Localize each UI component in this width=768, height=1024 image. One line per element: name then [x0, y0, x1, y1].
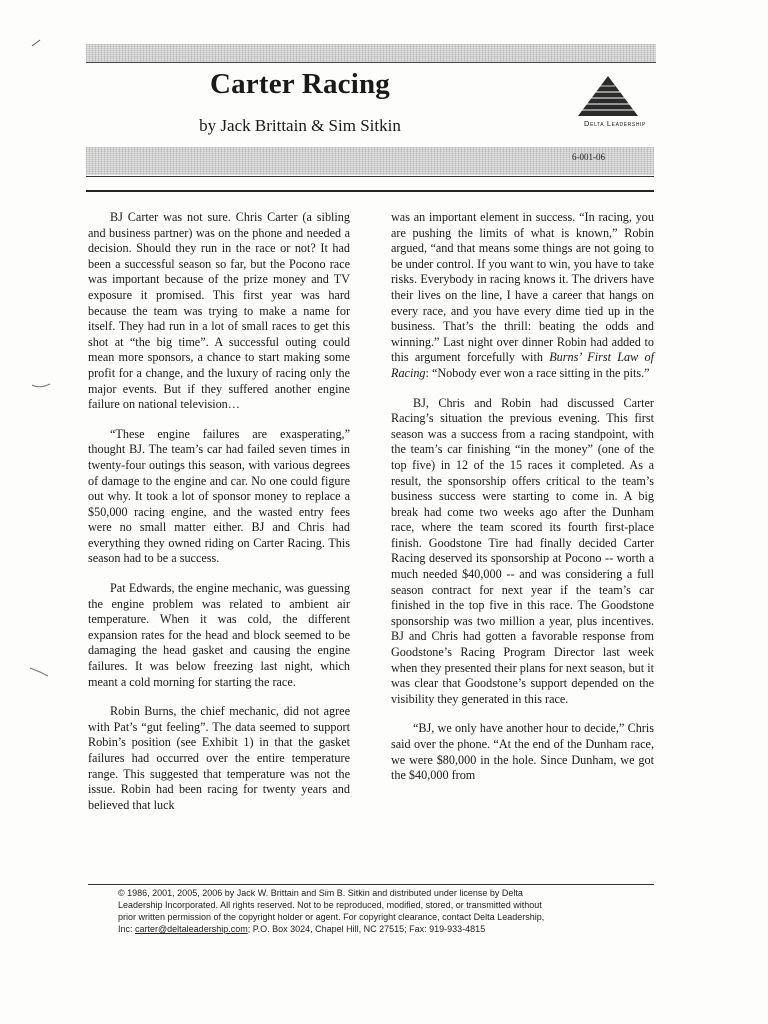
copyright-footer: [118, 887, 618, 935]
document-code: 6-001-06: [572, 152, 605, 162]
document-title: Carter Racing: [209, 68, 391, 100]
paragraph: “These engine failures are exasperating,” thought BJ. The team’s car had failed seven times in twenty-four outings this season, with various degrees of damage to the engine and car. No one could figure out why. It took a lot of sponsor money to replace a $50,000 racing engine, and the wasted entry fees were no small matter either. BJ and Chris had everything they owned riding on Carter Racing. This season had to be a success.: [88, 426, 350, 566]
footer-text: Inc:: [118, 924, 136, 934]
paragraph: “BJ, we only have another hour to decide,” Chris said over the phone. “At the end of the Dunham race, we were $80,000 in the hole. Since Dunham, we got the $40,000 from: [391, 721, 654, 783]
left-column: [88, 210, 350, 813]
footer-text: ; P.O. Box 3024, Chapel Hill, NC 27515; Fax: 919-933-4815: [247, 924, 486, 934]
document-authors: by Jack Brittain & Sim Sitkin: [199, 116, 401, 135]
paragraph: Robin Burns, the chief mechanic, did not agree with Pat’s “gut feeling”. The data seemed to support Robin’s position (see Exhibit 1) in that the gasket failures had occurred over the entire temperature range. This suggested that temperature was not the issue. Robin had been racing for twenty years and believed that luck: [88, 704, 350, 812]
pen-mark-icon: [28, 664, 50, 678]
delta-triangle-logo-icon: [576, 74, 640, 118]
header-rule-thick: [86, 190, 654, 192]
footer-line: [118, 923, 618, 935]
email-link[interactable]: carter@deltaleadership.com: [135, 924, 248, 934]
paragraph: Pat Edwards, the engine mechanic, was guessing the engine problem was related to ambient air temperature. When it was cold, the different expansion rates for the head and block seemed to be damaging the head gasket and causing the engine failures. It was below freezing last night, which meant a cold morning for starting the race.: [88, 581, 350, 689]
paragraph-text: was an important element in success. “In racing, you are pushing the limits of what is known,” Robin argued, “and that means some things are not going to be under control. If you want to win, you have to take risks. Everybody in racing knows it. The drivers have their lives on the line, I have a career that hangs on every race, and you have every dime tied up in the business. That’s the thrill: beating the odds and winning.” Last night over dinner Robin had added to this argument forcefully with: [391, 210, 654, 365]
header-top-rule: [86, 62, 656, 63]
header-texture-bar: [86, 44, 656, 62]
paragraph-text: : “Nobody ever won a race sitting in the pits.”: [425, 365, 650, 380]
right-column: [391, 210, 654, 784]
paragraph: [391, 210, 654, 382]
paragraph: BJ Carter was not sure. Chris Carter (a sibling and business partner) was on the phone and needed a decision. Should they run in the race or not? It had been a successful season so far, but the Pocono race was important because of the prize money and TV exposure it promised. This first year was hard because the team was trying to make a name for itself. They had run in a lot of small races to get this shot at “the big time”. A successful outing could mean more sponsors, a chance to start making some profit for a change, and the luxury of racing only the major events. But if they suffered another engine failure on national television…: [88, 210, 350, 412]
footer-line: © 1986, 2001, 2005, 2006 by Jack W. Brittain and Sim B. Sitkin and distributed under license by Delta: [118, 888, 523, 898]
burns-law-emphasis: Burns’ First Law of Racing: [391, 350, 654, 380]
pen-mark-icon: [30, 38, 42, 48]
header-code-bar: [86, 147, 654, 175]
header-rule-thin: [86, 176, 654, 177]
footer-line: Leadership Incorporated. All rights reserved. Not to be reproduced, modified, stored, or transmitted without: [118, 900, 542, 910]
footer-line: prior written permission of the copyright holder or agent. For copyright clearance, contact Delta Leadership,: [118, 912, 545, 922]
paragraph: BJ, Chris and Robin had discussed Carter Racing’s situation the previous evening. This first season was a success from a racing standpoint, with the team’s car finishing “in the money” (one of the top five) in 12 of the 15 races it completed. As a result, the sponsorship offers critical to the team’s business success were starting to come in. A big break had come two weeks ago after the Dunham race, where the team scored its fourth first-place finish. Goodstone Tire had finally decided Carter Racing deserved its sponsorship at Pocono -- worth a much needed $40,000 -- and was considering a full season contract for next year if the team’s car finished in the top five in this race. The Goodstone sponsorship was two million a year, plus incentives. BJ and Chris had gotten a favorable response from Goodstone’s Racing Program Director last week when they presented their plans for next season, but it was clear that Goodstone’s support depended on the visibility they generated in this race.: [391, 395, 654, 706]
pen-mark-icon: [30, 380, 52, 390]
footer-rule: [88, 884, 654, 885]
delta-leadership-logo-text: Delta Leadership: [584, 119, 646, 128]
